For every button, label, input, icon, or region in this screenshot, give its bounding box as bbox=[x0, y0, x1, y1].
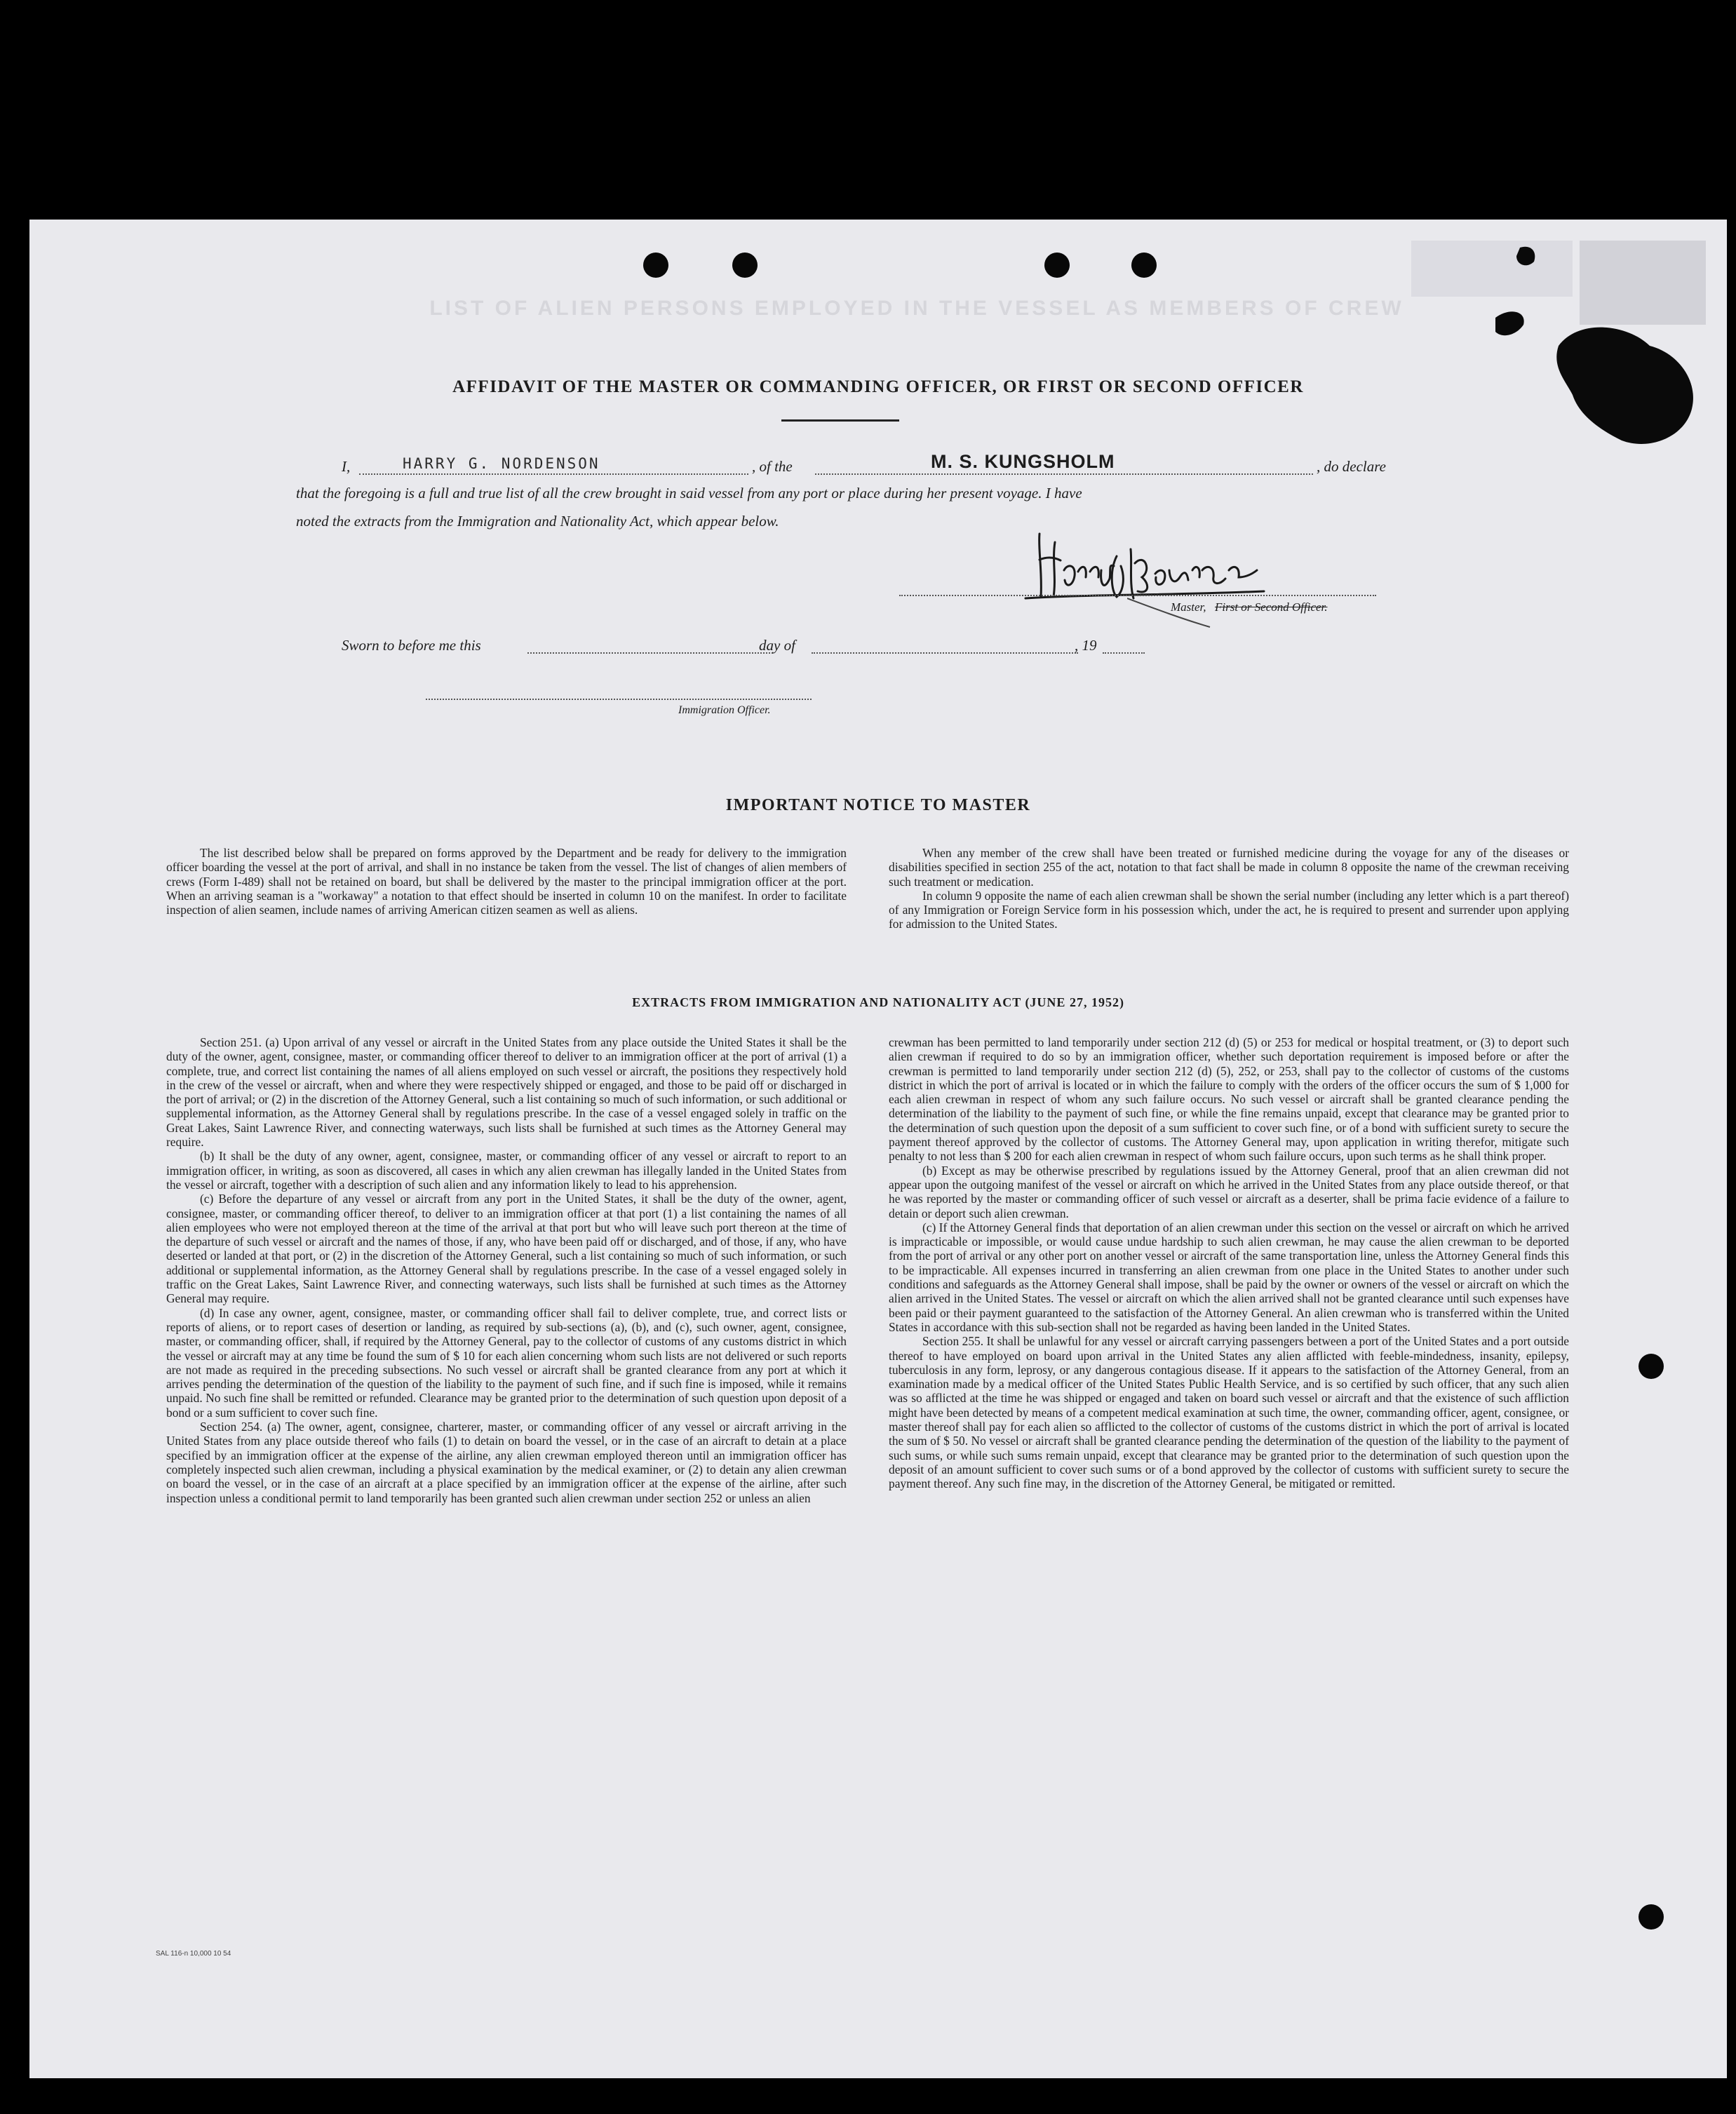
master-name: HARRY G. NORDENSON bbox=[403, 455, 600, 472]
of-the-label: , of the bbox=[752, 458, 793, 475]
section-254-a-cont: crewman has been permitted to land temporarily under section 212 (d) (5) or 253 for medical or hospital treatment, or (3) to deport such alien crewman if required to do so by an immigration officer, whether such deportation requirement is imposed before or after the crewman is permitted to land temporarily under section 212 (d) (5), 252, or 253, shall pay to the collector of customs of the customs district in which the port of arrival is located or in which the failure to comply with the orders of the officer occurs the sum of $ 1,000 for each alien crewman in respect of whom any such failure occurs. No such vessel or aircraft shall be granted clearance pending the determination of the liability to the payment of such fine, or while the fine remains unpaid, except that clearance may be granted prior to the determination of such question upon the deposit of a sum sufficient to cover such fine, or of a bond with sufficient surety to secure the payment thereof approved by the collector of customs. The Attorney General may, upon application in writing therefor, mitigate such penalty to not less than $ 200 for each alien crewman in respect of whom such failure occurs, upon such terms as he shall think proper. bbox=[889, 1035, 1569, 1164]
corner-damage bbox=[1397, 241, 1727, 451]
first-second-officer-label: First or Second Officer. bbox=[1215, 600, 1328, 614]
section-251-d: (d) In case any owner, agent, consignee, master, or commanding officer shall fail to deliver complete, true, and correct lists or reports of aliens, or to report cases of desertion or landing, as required by sub-sections (a), (b), and (c), such owner, agent, consignee, master, or commanding officer, shall, if required by the Attorney General, pay to the collector of customs of any customs district in which the vessel or aircraft may at any time be found the sum of $ 10 for each alien concerning whom such lists are not delivered or such reports are not made as required in the preceding subsections. No such vessel or aircraft shall be granted clearance from any port at which it arrives pending the determination of the question of the liability to the payment of such fine, and if such fine is imposed, while it remains unpaid. No such fine shall be remitted or refunded. Clearance may be granted prior to the determination of such question upon deposit of a bond or a sum sufficient to cover such fine. bbox=[166, 1305, 847, 1420]
immigration-officer-label: Immigration Officer. bbox=[678, 704, 771, 716]
year-line bbox=[1103, 652, 1145, 654]
sworn-label: Sworn to before me this bbox=[342, 637, 481, 654]
pen-stroke bbox=[1127, 595, 1211, 630]
year-label: , 19 bbox=[1075, 637, 1097, 654]
i-label: I, bbox=[342, 458, 351, 475]
form-code: SAL 116-n 10,000 10 54 bbox=[156, 1950, 231, 1958]
extracts-left-column bbox=[166, 1035, 847, 1505]
punch-hole bbox=[643, 253, 668, 278]
punch-hole bbox=[1639, 1904, 1664, 1930]
extracts-title: EXTRACTS FROM IMMIGRATION AND NATIONALITY ACT (JUNE 27, 1952) bbox=[632, 995, 1124, 1009]
do-declare-label: , do declare bbox=[1317, 458, 1386, 475]
affidavit-title: AFFIDAVIT OF THE MASTER OR COMMANDING OFFICER, OR FIRST OR SECOND OFFICER bbox=[452, 377, 1304, 396]
notice-right-paragraphs: When any member of the crew shall have been treated or furnished medicine during the voyage for any of the diseases or disabilities specified in section 255 of the act, notation to that fact shall be made in column 8 opposite the name of the crewman receiving such treatment or medication. In column 9 opposite the name of each alien crewman shall be shown the serial number (including any letter which is a part thereof) of any Immigration or Foreign Service form in his possession which, under the act, he is required to present and surrender upon applying for admission to the United States. bbox=[889, 846, 1569, 931]
section-254-a: Section 254. (a) The owner, agent, consignee, charterer, master, or commanding officer of any vessel or aircraft arriving in the United States from any place outside thereof who fails (1) to detain on board the vessel, or in the case of an aircraft to detain at a place specified by an immigration officer at the expense of the airline, any alien crewman employed thereon until an immigration officer has completely inspected such alien crewman, including a physical examination by the medical examiner, or (2) to detain any alien crewman on board the vessel, or in the case of an aircraft at a place specified by an immigration officer at the expense of the airline, after such inspection unless a conditional permit to land temporarily has been granted such alien crewman under section 252 or unless an alien bbox=[166, 1420, 847, 1505]
officer-line bbox=[426, 699, 812, 700]
month-line bbox=[812, 652, 1078, 654]
faint-header: LIST OF ALIEN PERSONS EMPLOYED IN THE VESSEL AS MEMBERS OF CREW bbox=[429, 297, 1404, 318]
declaration-line-3: noted the extracts from the Immigration and Nationality Act, which appear below. bbox=[296, 513, 779, 530]
section-251-b: (b) It shall be the duty of any owner, agent, consignee, master, or commanding officer of any vessel or aircraft to report to an immigration officer, in writing, as soon as discovered, all cases in which any alien crewman has illegally landed in the United States from the vessel or aircraft, together with a description of such alien and any information likely to lead to his apprehension. bbox=[166, 1149, 847, 1192]
notice-left-paragraph: The list described below shall be prepared on forms approved by the Department and be ready for delivery to the immigration officer boarding the vessel at the port of arrival, and shall in no instance be taken from the vessel. The list of changes of alien members of crews (Form I-489) shall not be retained on board, but shall be delivered by the master to the principal immigration officer at the port. When an arriving seaman is a "workaway" a notation to that effect should be inserted in column 10 on the manifest. In order to facilitate inspection of alien seamen, include names of arriving American citizen seamen as well as aliens. bbox=[166, 846, 847, 917]
section-251-a: Section 251. (a) Upon arrival of any vessel or aircraft in the United States from any place outside the United States it shall be the duty of the owner, agent, consignee, master, or commanding officer thereof to deliver to an immigration officer at the port of arrival (1) a complete, true, and correct list containing the names of all aliens employed on such vessel or aircraft, the positions they respectively hold in the crew of the vessel or aircraft, when and where they were respectively shipped or engaged, and those to be paid off or discharged in the port of arrival; or (2) in the discretion of the Attorney General, such a list containing so much of such information, or such additional or supplemental information, as the Attorney General shall by regulations prescribe. In the case of a vessel engaged solely in traffic on the Great Lakes, Saint Lawrence River, and connecting waterways, such lists shall be furnished at such times as the Attorney General may require. bbox=[166, 1035, 847, 1150]
punch-hole bbox=[1044, 253, 1070, 278]
vessel-name: M. S. KUNGSHOLM bbox=[931, 451, 1115, 472]
name-line bbox=[359, 473, 748, 475]
punch-hole bbox=[732, 253, 758, 278]
section-254-c: (c) If the Attorney General finds that deportation of an alien crewman under this section on the vessel or aircraft on which he arrived is impracticable or impossible, or would cause undue hardship to such alien crewman, he may cause the alien crewman to be deported from the port of arrival or any other port on another vessel or aircraft of the same transportation line, unless the Attorney General finds this to be impracticable. All expenses incurred in transferring an alien crewman from one place in the United States to another under such conditions and safeguards as the Attorney General shall impose, shall be paid by the owner or owners of the vessel or aircraft on which the alien arrived in the United States. The vessel or aircraft on which the alien arrived shall not be granted clearance until such expenses have been paid or their payment guaranteed to the satisfaction of the Attorney General. An alien crewman who is transferred within the United States in accordance with this sub-section shall not be regarded as having been landed in the United States. bbox=[889, 1220, 1569, 1334]
section-251-c: (c) Before the departure of any vessel or aircraft from any port in the United States, it shall be the duty of the owner, agent, consignee, master, or commanding officer thereof, to deliver to an immigration officer at that port (1) a list containing the names of all alien employees who were not employed thereon at the time of the arrival at that port but who will leave such port thereon at the time of the departure of such vessel or aircraft and the names of those, if any, who have been paid off or discharged, and of those, if any, who have deserted or landed at that port, or (2) in the discretion of the Attorney General, such a list containing so much of such information, or such additional or supplemental information, as the Attorney General shall by regulations prescribe. In the case of a vessel engaged solely in traffic on the Great Lakes, Saint Lawrence River, and connecting waterways, such lists shall be furnished at such times as the Attorney General may require. bbox=[166, 1192, 847, 1306]
section-254-b: (b) Except as may be otherwise prescribed by regulations issued by the Attorney General, proof that an alien crewman did not appear upon the outgoing manifest of the vessel or aircraft on which he arrived in the United States from any place outside thereof, or that he was reported by the master or commanding officer of such vessel or aircraft as a deserter, shall be prima facie evidence of a failure to detain or deport such alien crewman. bbox=[889, 1163, 1569, 1220]
day-of-label: day of bbox=[759, 637, 795, 654]
punch-hole bbox=[1639, 1354, 1664, 1379]
extracts-right-column bbox=[889, 1035, 1569, 1491]
master-label: Master, bbox=[1171, 600, 1206, 614]
sworn-day-line bbox=[527, 652, 773, 654]
vessel-line bbox=[815, 473, 1313, 475]
document-page bbox=[29, 220, 1727, 2078]
notice-title: IMPORTANT NOTICE TO MASTER bbox=[725, 796, 1031, 814]
punch-hole bbox=[1131, 253, 1157, 278]
section-255: Section 255. It shall be unlawful for any vessel or aircraft carrying passengers between a port of the United States and a port outside thereof to have employed on board upon arrival in the United States any alien afflicted with feeble-mindedness, insanity, epilepsy, tuberculosis in any form, leprosy, or any dangerous contagious disease. If it appears to the satisfaction of the Attorney General, from an examination made by a medical officer of the United States Public Health Service, and is so certified by such officer, that any such alien was so afflicted at the time he was shipped or engaged and taken on board such vessel or aircraft and that the existence of such affliction might have been detected by means of a competent medical examination at such time, the owner, commanding officer, agent, consignee, or master thereof shall pay for each alien so afflicted to the collector of customs of the customs district in which the port of arrival is located the sum of $ 50. No vessel or aircraft shall be granted clearance pending the determination of the question of the liability to the payment of such sums, or while such sums remain unpaid, except that clearance may be granted prior to the determination of such question upon the deposit of an amount sufficient to cover such sums or of a bond approved by the collector of customs with sufficient surety to secure the payment thereof. Any such fine may, in the discretion of the Attorney General, be mitigated or remitted. bbox=[889, 1334, 1569, 1491]
title-rule bbox=[781, 419, 899, 422]
declaration-line-2: that the foregoing is a full and true list of all the crew brought in said vessel from any port or place during her present voyage. I have bbox=[296, 485, 1082, 501]
